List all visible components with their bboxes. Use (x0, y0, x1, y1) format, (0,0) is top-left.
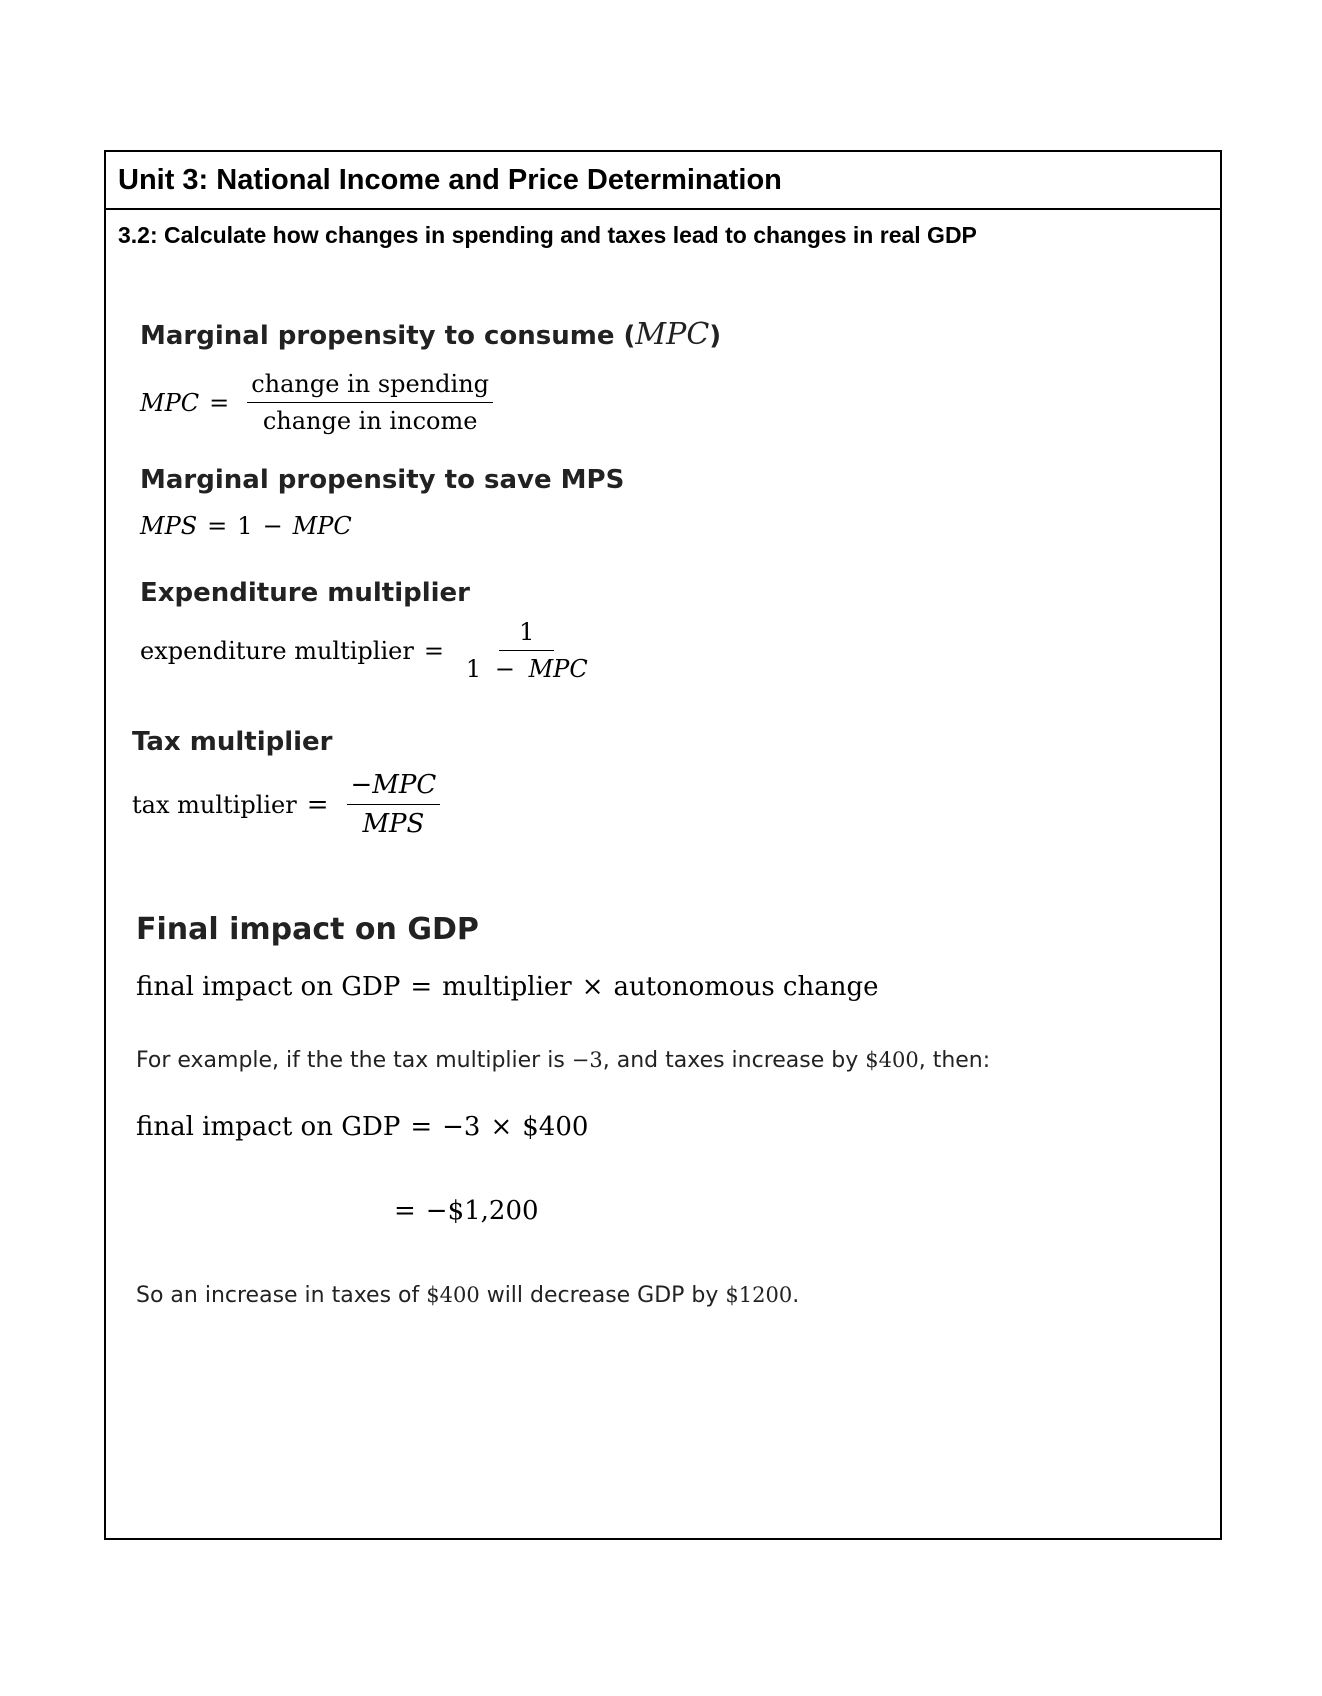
final-formula-lhs: final impact on GDP (136, 972, 401, 1002)
times-sign: × (581, 972, 604, 1002)
example-tax-value: $400 (865, 1048, 919, 1072)
minus-sign: − (262, 512, 283, 540)
equals-sign: = (410, 1112, 433, 1142)
example-text: , and taxes increase by (602, 1048, 866, 1073)
expenditure-heading: Expenditure multiplier (140, 578, 471, 608)
mpc-heading-text: Marginal propensity to consume ( (140, 321, 636, 351)
equals-sign: = (209, 388, 230, 417)
conclusion-paragraph (136, 1283, 799, 1308)
example-equation-line-1 (136, 1112, 588, 1142)
mpc-fraction (247, 370, 493, 435)
example-equation-line-2 (394, 1196, 539, 1226)
expenditure-fraction (462, 618, 592, 683)
final-impact-heading: Final impact on GDP (136, 912, 479, 947)
example-equation-amount: $400 (522, 1112, 589, 1142)
mps-one: 1 (237, 512, 253, 540)
mps-heading: Marginal propensity to save MPS (140, 465, 625, 495)
conclusion-text: So an increase in taxes of (136, 1283, 427, 1308)
lesson-title: 3.2: Calculate how changes in spending and taxes lead to changes in real GDP (118, 222, 977, 248)
conclusion-gdp-value: $1200 (725, 1283, 793, 1307)
example-text: For example, if the the tax multiplier is (136, 1048, 572, 1073)
tax-denominator: MPS (362, 809, 425, 839)
minus-sign: − (494, 655, 515, 683)
mpc-heading (140, 317, 721, 352)
expenditure-formula-lhs: expenditure multiplier (140, 636, 414, 665)
mpc-heading-close: ) (709, 321, 722, 351)
final-formula-autonomous-change: autonomous change (613, 972, 879, 1002)
conclusion-tax-value: $400 (426, 1283, 480, 1307)
tax-numerator: −MPC (347, 770, 441, 805)
mpc-denominator: change in income (262, 407, 478, 435)
conclusion-text: will decrease GDP by (479, 1283, 726, 1308)
equals-sign: = (394, 1196, 416, 1226)
example-paragraph (136, 1048, 990, 1073)
equals-sign: = (207, 512, 228, 540)
unit-title: Unit 3: National Income and Price Determination (106, 152, 1220, 210)
equals-sign: = (423, 636, 444, 665)
example-equation-lhs: final impact on GDP (136, 1112, 401, 1142)
expenditure-denominator (462, 651, 592, 683)
expenditure-den-one: 1 (465, 655, 482, 683)
example-equation-result: −$1,200 (425, 1196, 539, 1226)
times-sign: × (490, 1112, 513, 1142)
mps-formula-rhs: MPC (292, 512, 352, 540)
tax-fraction (347, 770, 441, 839)
final-impact-formula (136, 972, 879, 1002)
tax-formula (132, 770, 440, 839)
example-text: , then: (918, 1048, 991, 1073)
example-equation-multiplier: −3 (442, 1112, 481, 1142)
mpc-formula (140, 370, 493, 435)
mpc-formula-lhs: MPC (140, 388, 200, 417)
mpc-numerator: change in spending (247, 370, 493, 403)
equals-sign: = (306, 789, 329, 820)
mps-formula (140, 512, 352, 540)
final-formula-multiplier: multiplier (442, 972, 572, 1002)
example-multiplier-value: −3 (571, 1048, 603, 1072)
expenditure-den-mpc: MPC (528, 655, 588, 683)
worksheet-frame (104, 150, 1222, 1540)
mpc-heading-symbol: MPC (635, 317, 710, 352)
expenditure-formula (140, 618, 592, 683)
equals-sign: = (410, 972, 433, 1002)
tax-formula-lhs: tax multiplier (132, 790, 297, 819)
expenditure-numerator: 1 (499, 618, 554, 651)
mps-formula-lhs: MPS (140, 512, 198, 540)
tax-heading: Tax multiplier (132, 727, 333, 757)
conclusion-text: . (792, 1283, 800, 1308)
